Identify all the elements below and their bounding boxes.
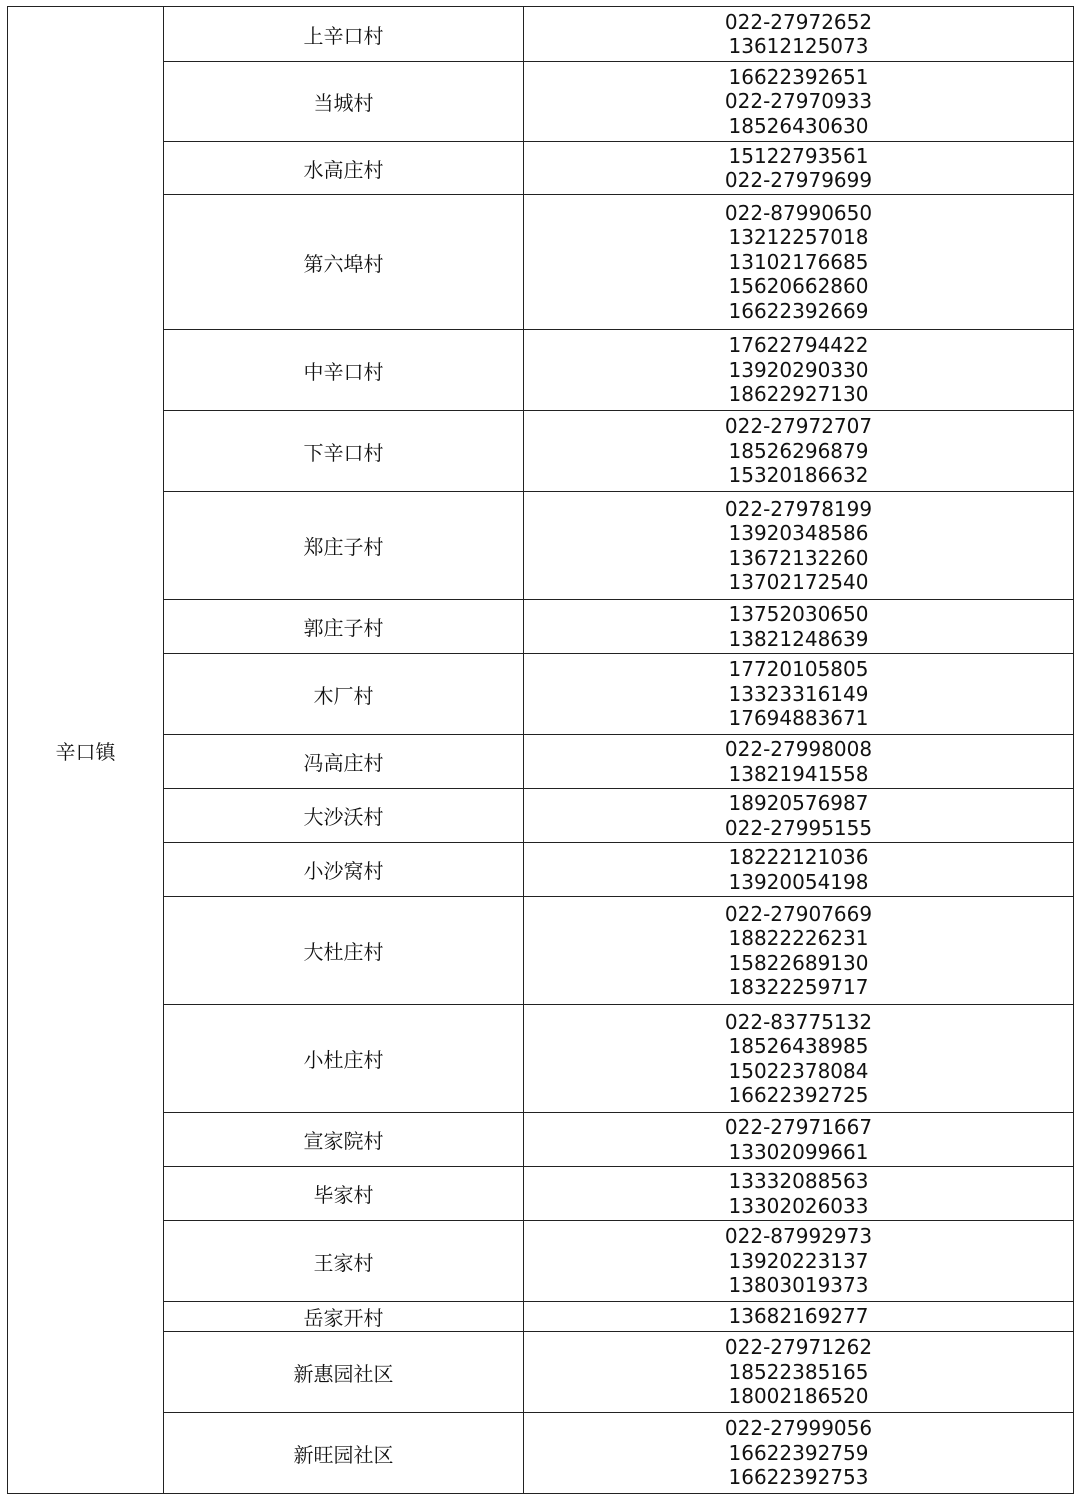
village-name-cell: 新旺园社区 — [164, 1413, 524, 1494]
table-row — [8, 330, 1074, 411]
village-name-cell: 小杜庄村 — [164, 1005, 524, 1113]
phone-number: 13212257018 — [728, 225, 869, 250]
village-name-cell: 水高庄村 — [164, 142, 524, 195]
phone-number: 15620662860 — [728, 274, 869, 299]
village-name-cell: 第六埠村 — [164, 195, 524, 330]
contact-table — [7, 6, 1074, 1494]
phone-number: 13323316149 — [728, 681, 869, 706]
phone-numbers-cell — [524, 1005, 1074, 1113]
phone-number: 18526430630 — [728, 113, 869, 138]
village-name-cell: 岳家开村 — [164, 1302, 524, 1332]
phone-numbers-cell — [524, 411, 1074, 492]
phone-number: 13821941558 — [728, 761, 869, 786]
table-row — [8, 1005, 1074, 1113]
table-row — [8, 1113, 1074, 1167]
village-name-cell: 木厂村 — [164, 654, 524, 735]
phone-numbers-cell — [524, 654, 1074, 735]
phone-numbers-cell — [524, 1332, 1074, 1413]
phone-number: 022-27972707 — [724, 414, 873, 439]
phone-number: 13302026033 — [728, 1193, 869, 1218]
phone-number: 13682169277 — [728, 1304, 869, 1329]
phone-numbers-cell — [524, 330, 1074, 411]
village-name-cell: 毕家村 — [164, 1167, 524, 1221]
table-row — [8, 1167, 1074, 1221]
table-row — [8, 492, 1074, 600]
table-row — [8, 897, 1074, 1005]
phone-number: 022-27971667 — [724, 1115, 873, 1140]
phone-number: 022-27970933 — [724, 89, 873, 114]
phone-number: 15122793561 — [728, 143, 869, 168]
table-row — [8, 195, 1074, 330]
phone-number: 13920054198 — [728, 869, 869, 894]
phone-number: 16622392651 — [728, 64, 869, 89]
table-row — [8, 789, 1074, 843]
phone-numbers-cell — [524, 7, 1074, 62]
phone-number: 15320186632 — [728, 463, 869, 488]
phone-number: 18822226231 — [728, 926, 869, 951]
table-row — [8, 1302, 1074, 1332]
village-name-cell: 当城村 — [164, 62, 524, 142]
phone-number: 15022378084 — [728, 1058, 869, 1083]
phone-numbers-cell — [524, 62, 1074, 142]
phone-numbers-cell — [524, 142, 1074, 195]
phone-number: 13920348586 — [728, 521, 869, 546]
village-name-cell: 郑庄子村 — [164, 492, 524, 600]
table-body — [8, 7, 1074, 1494]
table-row — [8, 654, 1074, 735]
table-row — [8, 62, 1074, 142]
phone-number: 13102176685 — [728, 249, 869, 274]
town-name-cell: 辛口镇 — [8, 7, 164, 1494]
phone-number: 18522385165 — [728, 1359, 869, 1384]
phone-number: 022-27998008 — [724, 737, 873, 762]
phone-number: 13920223137 — [728, 1248, 869, 1273]
phone-numbers-cell — [524, 195, 1074, 330]
village-name-cell: 小沙窝村 — [164, 843, 524, 897]
phone-number: 022-27971262 — [724, 1335, 873, 1360]
phone-number: 18002186520 — [728, 1384, 869, 1409]
phone-number: 13672132260 — [728, 545, 869, 570]
phone-number: 022-27979699 — [724, 168, 873, 192]
village-name-cell: 大杜庄村 — [164, 897, 524, 1005]
phone-number: 18526296879 — [728, 438, 869, 463]
village-name-cell: 冯高庄村 — [164, 735, 524, 789]
phone-number: 16622392759 — [728, 1440, 869, 1465]
phone-number: 022-87990650 — [724, 200, 873, 225]
table-row — [8, 142, 1074, 195]
phone-number: 13821248639 — [728, 626, 869, 651]
phone-number: 13803019373 — [728, 1273, 869, 1298]
phone-number: 13302099661 — [728, 1139, 869, 1164]
table-row — [8, 1221, 1074, 1302]
phone-number: 022-27978199 — [724, 496, 873, 521]
table-row — [8, 411, 1074, 492]
phone-number: 18622927130 — [728, 382, 869, 407]
phone-number: 18322259717 — [728, 974, 869, 999]
village-name-cell: 新惠园社区 — [164, 1332, 524, 1413]
phone-numbers-cell — [524, 1113, 1074, 1167]
phone-number: 15822689130 — [728, 950, 869, 975]
table-row — [8, 843, 1074, 897]
table-row — [8, 735, 1074, 789]
phone-numbers-cell — [524, 735, 1074, 789]
phone-numbers-cell — [524, 1413, 1074, 1494]
phone-number: 022-27972652 — [724, 9, 873, 34]
phone-number: 13752030650 — [728, 602, 869, 627]
phone-number: 16622392725 — [728, 1082, 869, 1107]
phone-number: 18222121036 — [728, 845, 869, 870]
phone-number: 17622794422 — [728, 333, 869, 358]
village-name-cell: 大沙沃村 — [164, 789, 524, 843]
phone-number: 13702172540 — [728, 569, 869, 594]
table-row — [8, 1332, 1074, 1413]
phone-number: 13920290330 — [728, 357, 869, 382]
phone-number: 13612125073 — [728, 34, 869, 58]
phone-number: 022-87992973 — [724, 1224, 873, 1249]
phone-numbers-cell — [524, 897, 1074, 1005]
village-name-cell: 郭庄子村 — [164, 600, 524, 654]
phone-numbers-cell — [524, 1302, 1074, 1332]
phone-numbers-cell — [524, 789, 1074, 843]
phone-number: 022-83775132 — [724, 1009, 873, 1034]
table-row — [8, 600, 1074, 654]
phone-number: 022-27907669 — [724, 901, 873, 926]
table-row — [8, 1413, 1074, 1494]
phone-number: 17720105805 — [728, 657, 869, 682]
phone-number: 022-27995155 — [724, 815, 873, 840]
phone-number: 18920576987 — [728, 791, 869, 816]
phone-number: 16622392669 — [728, 298, 869, 323]
phone-number: 13332088563 — [728, 1169, 869, 1194]
phone-numbers-cell — [524, 1167, 1074, 1221]
phone-number: 16622392753 — [728, 1465, 869, 1490]
phone-number: 18526438985 — [728, 1034, 869, 1059]
village-name-cell: 上辛口村 — [164, 7, 524, 62]
phone-numbers-cell — [524, 843, 1074, 897]
phone-number: 17694883671 — [728, 706, 869, 731]
phone-numbers-cell — [524, 1221, 1074, 1302]
phone-numbers-cell — [524, 600, 1074, 654]
village-name-cell: 王家村 — [164, 1221, 524, 1302]
village-name-cell: 中辛口村 — [164, 330, 524, 411]
phone-numbers-cell — [524, 492, 1074, 600]
village-name-cell: 下辛口村 — [164, 411, 524, 492]
table-row — [8, 7, 1074, 62]
phone-number: 022-27999056 — [724, 1416, 873, 1441]
village-name-cell: 宣家院村 — [164, 1113, 524, 1167]
